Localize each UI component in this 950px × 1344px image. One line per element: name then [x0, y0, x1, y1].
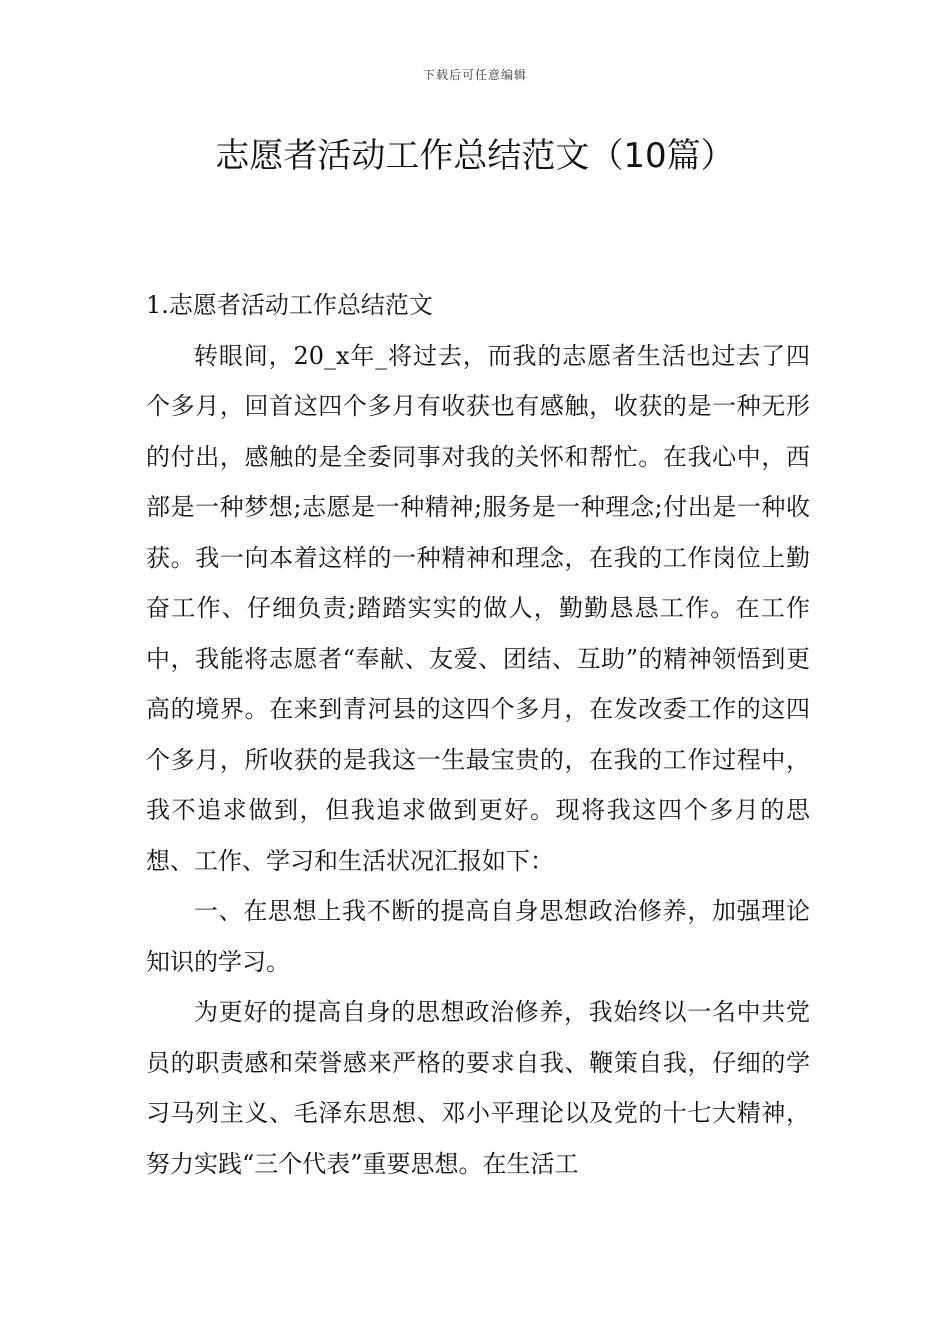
paragraph-point-one: 一、在思想上我不断的提高自身思想政治修养，加强理论知识的学习。 [146, 897, 810, 976]
paragraph-intro: 转眼间，20_x年_将过去，而我的志愿者生活也过去了四个多月，回首这四个多月有收获也有感触，收获的是一种无形的付出，感触的是全委同事对我的关怀和帮忙。在我心中，西部是一种梦想;志愿是一种精神;服务是一种理念;付出是一种收获。我一向本着这样的一种精神和理念，在我的工作岗位上勤奋工作、仔细负责;踏踏实实的做人，勤勤恳恳工作。在工作中，我能将志愿者“奉献、友爱、团结、互助”的精神领悟到更高的境界。在来到青河县的这四个多月，在发改委工作的这四个多月，所收获的是我这一生最宝贵的，在我的工作过程中，我不追求做到，但我追求做到更好。现将我这四个多月的思想、工作、学习和生活状况汇报如下： [146, 341, 810, 875]
section-heading: 1.志愿者活动工作总结范文 [146, 291, 433, 319]
header-note: 下载后可任意编辑 [422, 68, 527, 82]
paragraph-ideology: 为更好的提高自身的思想政治修养，我始终以一名中共党员的职责感和荣誉感来严格的要求自我、鞭策自我，仔细的学习马列主义、毛泽东思想、邓小平理论以及党的十七大精神，努力实践“三个代表”重要思想。在生活工 [146, 998, 810, 1178]
document-body [146, 280, 810, 1189]
document-title: 志愿者活动工作总结范文（10篇） [215, 136, 735, 176]
